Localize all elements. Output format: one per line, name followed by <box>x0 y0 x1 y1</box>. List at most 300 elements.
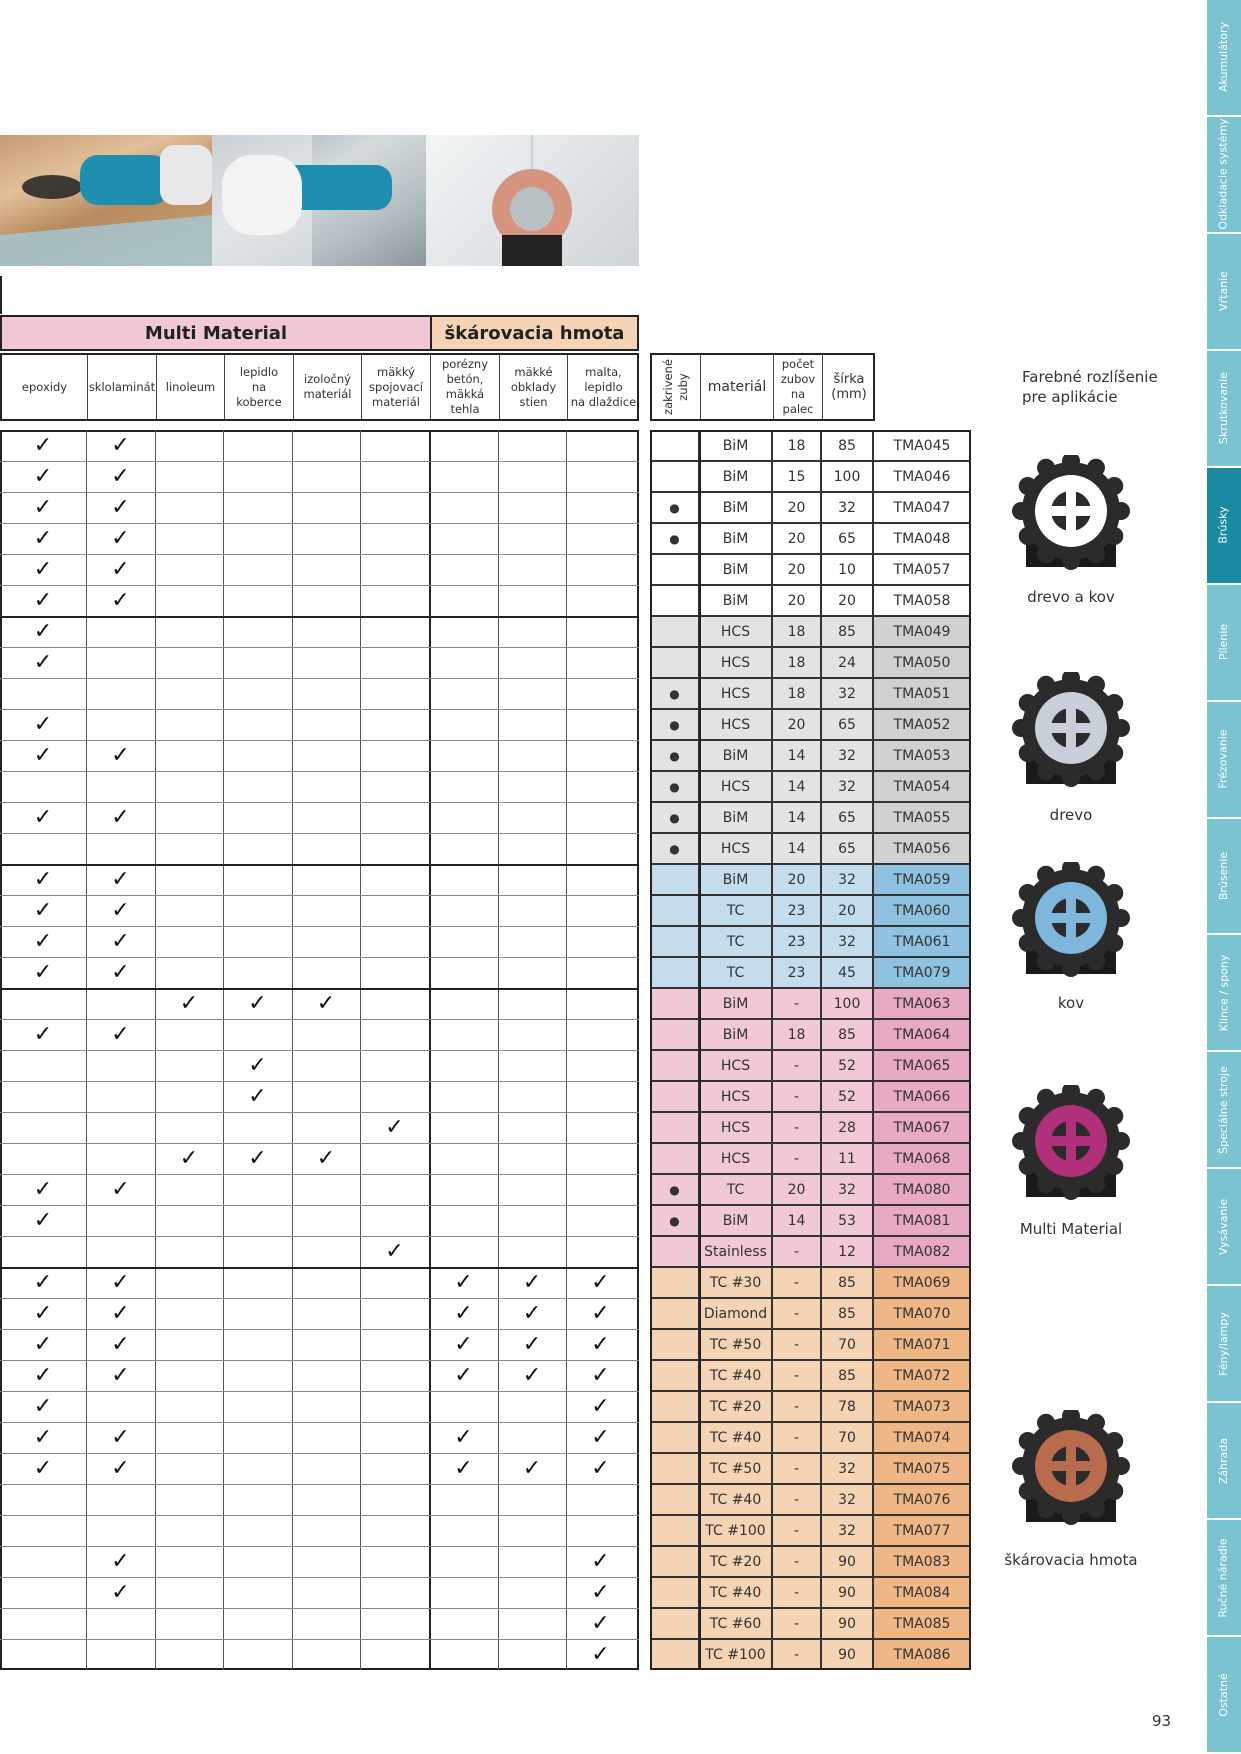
application-grid <box>0 430 639 1670</box>
sidebar-tab-9[interactable] <box>1207 1052 1241 1169</box>
check-mark: ✓ <box>33 960 53 985</box>
spec-code: TMA084 <box>873 1577 971 1608</box>
spec-material: BiM <box>699 523 772 554</box>
spec-curved <box>650 1453 699 1484</box>
spec-code: TMA074 <box>873 1422 971 1453</box>
photo-wood-cutting <box>0 135 212 266</box>
spec-material: BiM <box>699 1019 772 1050</box>
spec-curved: ● <box>650 1205 699 1236</box>
check-mark: ✓ <box>111 495 130 520</box>
spec-code: TMA050 <box>873 647 971 678</box>
spec-teeth: 20 <box>772 709 821 740</box>
spec-curved: ● <box>650 802 699 833</box>
check-mark: ✓ <box>33 526 53 551</box>
spec-curved <box>650 461 699 492</box>
sidebar-tab-label: Vŕtanie <box>1217 271 1230 312</box>
spec-code: TMA068 <box>873 1143 971 1174</box>
spec-code: TMA083 <box>873 1546 971 1577</box>
application-header-row <box>0 353 639 421</box>
spec-width: 20 <box>821 585 873 616</box>
check-mark: ✓ <box>248 1146 267 1171</box>
spec-code: TMA052 <box>873 709 971 740</box>
spec-material: BiM <box>699 740 772 771</box>
spec-teeth: - <box>772 1608 821 1639</box>
legend-label: kov <box>1057 994 1085 1012</box>
spec-teeth: - <box>772 1298 821 1329</box>
photo-tile-cutting <box>212 135 426 266</box>
sidebar-tab-5[interactable] <box>1207 585 1241 702</box>
check-mark: ✓ <box>111 1301 130 1326</box>
spec-width: 70 <box>821 1422 873 1453</box>
check-mark: ✓ <box>454 1425 473 1450</box>
spec-width: 85 <box>821 1019 873 1050</box>
spec-material: HCS <box>699 616 772 647</box>
spec-material: Stainless <box>699 1236 772 1267</box>
sidebar-tab-label: Špeciálne stroje <box>1217 1065 1230 1154</box>
check-mark: ✓ <box>591 1394 610 1419</box>
spec-material: BiM <box>699 1205 772 1236</box>
check-mark: ✓ <box>591 1301 610 1326</box>
check-mark: ✓ <box>33 805 53 830</box>
spec-teeth: - <box>772 1391 821 1422</box>
app-header-8: malta, lepidlo na dlaždice <box>570 364 637 409</box>
spec-teeth: 23 <box>772 926 821 957</box>
spec-code: TMA057 <box>873 554 971 585</box>
sidebar-tab-label: Skrutkovanie <box>1217 372 1231 445</box>
sidebar-tab-11[interactable] <box>1207 1286 1241 1403</box>
blade-spec-grid <box>650 430 971 1670</box>
spec-width: 32 <box>821 740 873 771</box>
spec-code: TMA061 <box>873 926 971 957</box>
spec-material: TC #60 <box>699 1608 772 1639</box>
left-edge-line <box>0 276 2 314</box>
spec-teeth: - <box>772 1515 821 1546</box>
check-mark: ✓ <box>33 464 53 489</box>
check-mark: ✓ <box>522 1301 542 1326</box>
check-mark: ✓ <box>111 464 130 489</box>
sidebar-tab-label: Pílenie <box>1217 623 1230 661</box>
spec-width: 20 <box>821 895 873 926</box>
spec-code: TMA048 <box>873 523 971 554</box>
check-mark: ✓ <box>591 1363 610 1388</box>
check-mark: ✓ <box>111 898 130 923</box>
check-mark: ✓ <box>111 1363 130 1388</box>
spec-curved <box>650 1081 699 1112</box>
spec-width: 65 <box>821 523 873 554</box>
spec-material: TC #50 <box>699 1329 772 1360</box>
check-mark: ✓ <box>111 805 130 830</box>
spec-width: 32 <box>821 864 873 895</box>
spec-width: 32 <box>821 771 873 802</box>
check-mark: ✓ <box>248 1053 267 1078</box>
spec-width: 32 <box>821 1174 873 1205</box>
check-mark: ✓ <box>111 1549 130 1574</box>
check-mark: ✓ <box>454 1456 473 1481</box>
grid-row-line <box>0 1639 639 1640</box>
check-mark: ✓ <box>591 1332 610 1357</box>
check-mark: ✓ <box>33 1177 53 1202</box>
spec-teeth: 15 <box>772 461 821 492</box>
spec-curved: ● <box>650 709 699 740</box>
blade-disc-icon <box>1012 1410 1130 1528</box>
app-header-1: sklolaminát <box>88 355 157 419</box>
spec-teeth: 18 <box>772 1019 821 1050</box>
sidebar-tab-1[interactable] <box>1207 117 1241 234</box>
spec-code: TMA069 <box>873 1267 971 1298</box>
spec-code: TMA079 <box>873 957 971 988</box>
sidebar-tab-8[interactable] <box>1207 935 1241 1052</box>
grid-row-line <box>0 1112 639 1113</box>
category-sidebar <box>1207 0 1241 1754</box>
check-mark: ✓ <box>111 867 130 892</box>
check-mark: ✓ <box>591 1456 610 1481</box>
grid-row-line <box>0 709 639 710</box>
sidebar-tab-0[interactable] <box>1207 0 1241 117</box>
check-mark: ✓ <box>33 1301 53 1326</box>
grid-row-line <box>0 1391 639 1392</box>
check-mark: ✓ <box>522 1270 542 1295</box>
spec-width: 90 <box>821 1577 873 1608</box>
spec-teeth: 14 <box>772 740 821 771</box>
grid-row-line <box>0 1608 639 1609</box>
check-mark: ✓ <box>454 1270 473 1295</box>
spec-curved <box>650 1608 699 1639</box>
spec-material: HCS <box>699 1112 772 1143</box>
sidebar-tab-label: Fény/lampy <box>1217 1311 1230 1376</box>
check-mark: ✓ <box>111 1580 130 1605</box>
check-mark: ✓ <box>33 1456 53 1481</box>
spec-curved <box>650 988 699 1019</box>
check-mark: ✓ <box>33 1270 53 1295</box>
check-mark: ✓ <box>33 1208 53 1233</box>
check-mark: ✓ <box>179 1146 199 1171</box>
spec-material: HCS <box>699 647 772 678</box>
sidebar-tab-label: Záhrada <box>1217 1437 1231 1484</box>
spec-curved <box>650 647 699 678</box>
spec-material: TC <box>699 1174 772 1205</box>
spec-code: TMA058 <box>873 585 971 616</box>
sidebar-tab-label: Vysávanie <box>1217 1198 1231 1255</box>
photo-grout-disc <box>426 135 639 266</box>
spec-header-curved <box>652 355 701 419</box>
spec-code: TMA073 <box>873 1391 971 1422</box>
spec-teeth: 23 <box>772 957 821 988</box>
grid-row-line <box>0 1081 639 1082</box>
spec-curved <box>650 1577 699 1608</box>
spec-width: 52 <box>821 1050 873 1081</box>
spec-code: TMA053 <box>873 740 971 771</box>
spec-code: TMA076 <box>873 1484 971 1515</box>
check-mark: ✓ <box>111 1332 130 1357</box>
page-number: 93 <box>1152 1712 1172 1730</box>
check-mark: ✓ <box>316 1146 336 1171</box>
spec-code: TMA075 <box>873 1453 971 1484</box>
spec-teeth: 20 <box>772 554 821 585</box>
check-mark: ✓ <box>111 1270 130 1295</box>
spec-teeth: 23 <box>772 895 821 926</box>
check-mark: ✓ <box>33 557 53 582</box>
spec-width: 78 <box>821 1391 873 1422</box>
spec-code: TMA065 <box>873 1050 971 1081</box>
spec-material: TC #100 <box>699 1515 772 1546</box>
check-mark: ✓ <box>111 588 130 613</box>
spec-material: BiM <box>699 988 772 1019</box>
sidebar-tab-14[interactable] <box>1207 1637 1241 1754</box>
spec-curved <box>650 895 699 926</box>
spec-material: TC #20 <box>699 1391 772 1422</box>
check-mark: ✓ <box>522 1363 542 1388</box>
check-mark: ✓ <box>111 743 130 768</box>
app-header-6: porézny betón, mäkká tehla <box>431 355 500 419</box>
spec-curved <box>650 1391 699 1422</box>
check-mark: ✓ <box>33 1022 53 1047</box>
grid-row-line <box>0 1050 639 1051</box>
spec-curved <box>650 1143 699 1174</box>
check-mark: ✓ <box>33 1425 53 1450</box>
spec-code: TMA059 <box>873 864 971 895</box>
app-header-3: lepidlo na koberce <box>225 355 294 419</box>
check-mark: ✓ <box>111 929 130 954</box>
spec-curved: ● <box>650 1174 699 1205</box>
spec-curved: ● <box>650 740 699 771</box>
check-mark: ✓ <box>33 1332 53 1357</box>
check-mark: ✓ <box>111 433 130 458</box>
spec-material: BiM <box>699 585 772 616</box>
spec-material: Diamond <box>699 1298 772 1329</box>
spec-curved: ● <box>650 771 699 802</box>
check-mark: ✓ <box>33 743 53 768</box>
sidebar-tab-label: Ručné náradie <box>1217 1537 1230 1618</box>
spec-teeth: - <box>772 1081 821 1112</box>
spec-teeth: - <box>772 1453 821 1484</box>
spec-curved: ● <box>650 492 699 523</box>
spec-material: TC #40 <box>699 1577 772 1608</box>
spec-curved <box>650 957 699 988</box>
spec-width: 85 <box>821 1298 873 1329</box>
check-mark: ✓ <box>111 557 130 582</box>
grid-row-line <box>0 1236 639 1237</box>
sidebar-tab-4[interactable] <box>1207 468 1241 585</box>
spec-curved <box>650 1298 699 1329</box>
spec-material: TC #100 <box>699 1639 772 1670</box>
spec-material: TC <box>699 957 772 988</box>
spec-teeth: - <box>772 1546 821 1577</box>
spec-code: TMA047 <box>873 492 971 523</box>
spec-header-material-text: materiál <box>707 378 767 395</box>
grid-row-line <box>0 616 639 618</box>
spec-material: HCS <box>699 678 772 709</box>
spec-code: TMA060 <box>873 895 971 926</box>
sidebar-tab-6[interactable] <box>1207 702 1241 819</box>
spec-code: TMA049 <box>873 616 971 647</box>
spec-code: TMA067 <box>873 1112 971 1143</box>
grid-row-line <box>0 771 639 772</box>
spec-curved <box>650 616 699 647</box>
spec-width: 10 <box>821 554 873 585</box>
check-mark: ✓ <box>454 1301 473 1326</box>
spec-curved <box>650 585 699 616</box>
spec-width: 32 <box>821 492 873 523</box>
sidebar-tab-label: Frézovanie <box>1217 729 1230 789</box>
spec-code: TMA063 <box>873 988 971 1019</box>
spec-code: TMA081 <box>873 1205 971 1236</box>
check-mark: ✓ <box>33 619 53 644</box>
sidebar-tab-label: Ostatné <box>1217 1672 1230 1717</box>
spec-code: TMA051 <box>873 678 971 709</box>
spec-header-width <box>823 355 875 419</box>
spec-material: BiM <box>699 492 772 523</box>
check-mark: ✓ <box>385 1115 404 1140</box>
check-mark: ✓ <box>522 1456 542 1481</box>
spec-curved: ● <box>650 678 699 709</box>
spec-teeth: 18 <box>772 647 821 678</box>
spec-curved <box>650 1515 699 1546</box>
spec-teeth: 20 <box>772 523 821 554</box>
check-mark: ✓ <box>111 1177 130 1202</box>
sidebar-tab-13[interactable] <box>1207 1520 1241 1637</box>
check-mark: ✓ <box>385 1239 404 1264</box>
blade-disc-icon <box>1012 455 1130 573</box>
check-mark: ✓ <box>33 898 53 923</box>
spec-width: 90 <box>821 1546 873 1577</box>
spec-code: TMA082 <box>873 1236 971 1267</box>
spec-teeth: 14 <box>772 771 821 802</box>
grid-row-line <box>0 1515 639 1516</box>
app-header-0: epoxidy <box>2 355 88 419</box>
sidebar-tab-10[interactable] <box>1207 1169 1241 1286</box>
spec-teeth: - <box>772 1639 821 1670</box>
spec-header-material <box>701 355 774 419</box>
spec-teeth: 20 <box>772 492 821 523</box>
spec-header-teeth-text: počet zubov na palec <box>780 357 816 416</box>
check-mark: ✓ <box>33 650 53 675</box>
legend-title: Farebné rozlíšenie pre aplikácie <box>1022 368 1158 406</box>
spec-curved <box>650 1236 699 1267</box>
check-mark: ✓ <box>33 867 53 892</box>
legend-label: drevo a kov <box>1027 588 1115 606</box>
spec-teeth: 18 <box>772 678 821 709</box>
spec-material: TC #40 <box>699 1360 772 1391</box>
spec-code: TMA085 <box>873 1608 971 1639</box>
multi-material-header: Multi Material <box>0 315 432 351</box>
grid-row-line <box>0 1205 639 1206</box>
spec-code: TMA070 <box>873 1298 971 1329</box>
spec-material: HCS <box>699 1143 772 1174</box>
spec-teeth: - <box>772 1577 821 1608</box>
spec-code: TMA086 <box>873 1639 971 1670</box>
spec-material: TC <box>699 926 772 957</box>
spec-width: 85 <box>821 1360 873 1391</box>
grout-header: škárovacia hmota <box>430 315 639 351</box>
spec-teeth: 18 <box>772 430 821 461</box>
check-mark: ✓ <box>591 1270 610 1295</box>
spec-width: 32 <box>821 1453 873 1484</box>
spec-teeth: 20 <box>772 864 821 895</box>
spec-width: 45 <box>821 957 873 988</box>
check-mark: ✓ <box>454 1363 473 1388</box>
spec-curved <box>650 430 699 461</box>
check-mark: ✓ <box>454 1332 473 1357</box>
spec-header-row <box>650 353 875 421</box>
spec-teeth: - <box>772 1484 821 1515</box>
spec-code: TMA045 <box>873 430 971 461</box>
spec-code: TMA055 <box>873 802 971 833</box>
spec-material: BiM <box>699 802 772 833</box>
spec-teeth: - <box>772 1112 821 1143</box>
spec-code: TMA072 <box>873 1360 971 1391</box>
spec-material: HCS <box>699 1050 772 1081</box>
spec-curved <box>650 1267 699 1298</box>
spec-width: 24 <box>821 647 873 678</box>
spec-teeth: 18 <box>772 616 821 647</box>
app-header-5: mäkký spojovací materiál <box>362 355 431 419</box>
spec-curved <box>650 1360 699 1391</box>
spec-code: TMA080 <box>873 1174 971 1205</box>
spec-curved <box>650 554 699 585</box>
spec-teeth: 14 <box>772 802 821 833</box>
spec-material: BiM <box>699 554 772 585</box>
spec-width: 28 <box>821 1112 873 1143</box>
grid-row-line <box>0 647 639 648</box>
spec-width: 100 <box>821 461 873 492</box>
spec-curved <box>650 1019 699 1050</box>
check-mark: ✓ <box>248 1084 267 1109</box>
spec-code: TMA064 <box>873 1019 971 1050</box>
sidebar-tab-label: Klince / spony <box>1217 954 1230 1032</box>
sidebar-tab-label: Brúsky <box>1217 506 1231 544</box>
check-mark: ✓ <box>591 1549 610 1574</box>
spec-width: 11 <box>821 1143 873 1174</box>
check-mark: ✓ <box>111 1425 130 1450</box>
spec-teeth: - <box>772 1329 821 1360</box>
spec-teeth: - <box>772 1143 821 1174</box>
spec-material: TC #30 <box>699 1267 772 1298</box>
spec-width: 32 <box>821 678 873 709</box>
spec-teeth: - <box>772 1236 821 1267</box>
sidebar-tab-2[interactable] <box>1207 234 1241 351</box>
spec-curved <box>650 1484 699 1515</box>
spec-material: HCS <box>699 833 772 864</box>
spec-curved <box>650 1422 699 1453</box>
spec-width: 53 <box>821 1205 873 1236</box>
blade-spec-separator <box>699 430 701 1670</box>
check-mark: ✓ <box>33 588 53 613</box>
spec-width: 85 <box>821 430 873 461</box>
sidebar-tab-7[interactable] <box>1207 819 1241 936</box>
check-mark: ✓ <box>248 991 267 1016</box>
sidebar-tab-12[interactable] <box>1207 1403 1241 1520</box>
check-mark: ✓ <box>33 929 53 954</box>
sidebar-tab-3[interactable] <box>1207 351 1241 468</box>
spec-curved: ● <box>650 523 699 554</box>
check-mark: ✓ <box>33 433 53 458</box>
spec-curved <box>650 864 699 895</box>
check-mark: ✓ <box>591 1642 610 1667</box>
blade-disc-icon <box>1012 672 1130 790</box>
spec-material: TC #20 <box>699 1546 772 1577</box>
spec-curved <box>650 1050 699 1081</box>
check-mark: ✓ <box>111 1456 130 1481</box>
spec-code: TMA071 <box>873 1329 971 1360</box>
spec-material: TC #50 <box>699 1453 772 1484</box>
spec-material: HCS <box>699 709 772 740</box>
spec-width: 85 <box>821 616 873 647</box>
legend-label: Multi Material <box>1019 1220 1123 1238</box>
check-mark: ✓ <box>591 1611 610 1636</box>
spec-curved <box>650 1546 699 1577</box>
legend-label: škárovacia hmota <box>1004 1551 1138 1569</box>
spec-material: BiM <box>699 864 772 895</box>
